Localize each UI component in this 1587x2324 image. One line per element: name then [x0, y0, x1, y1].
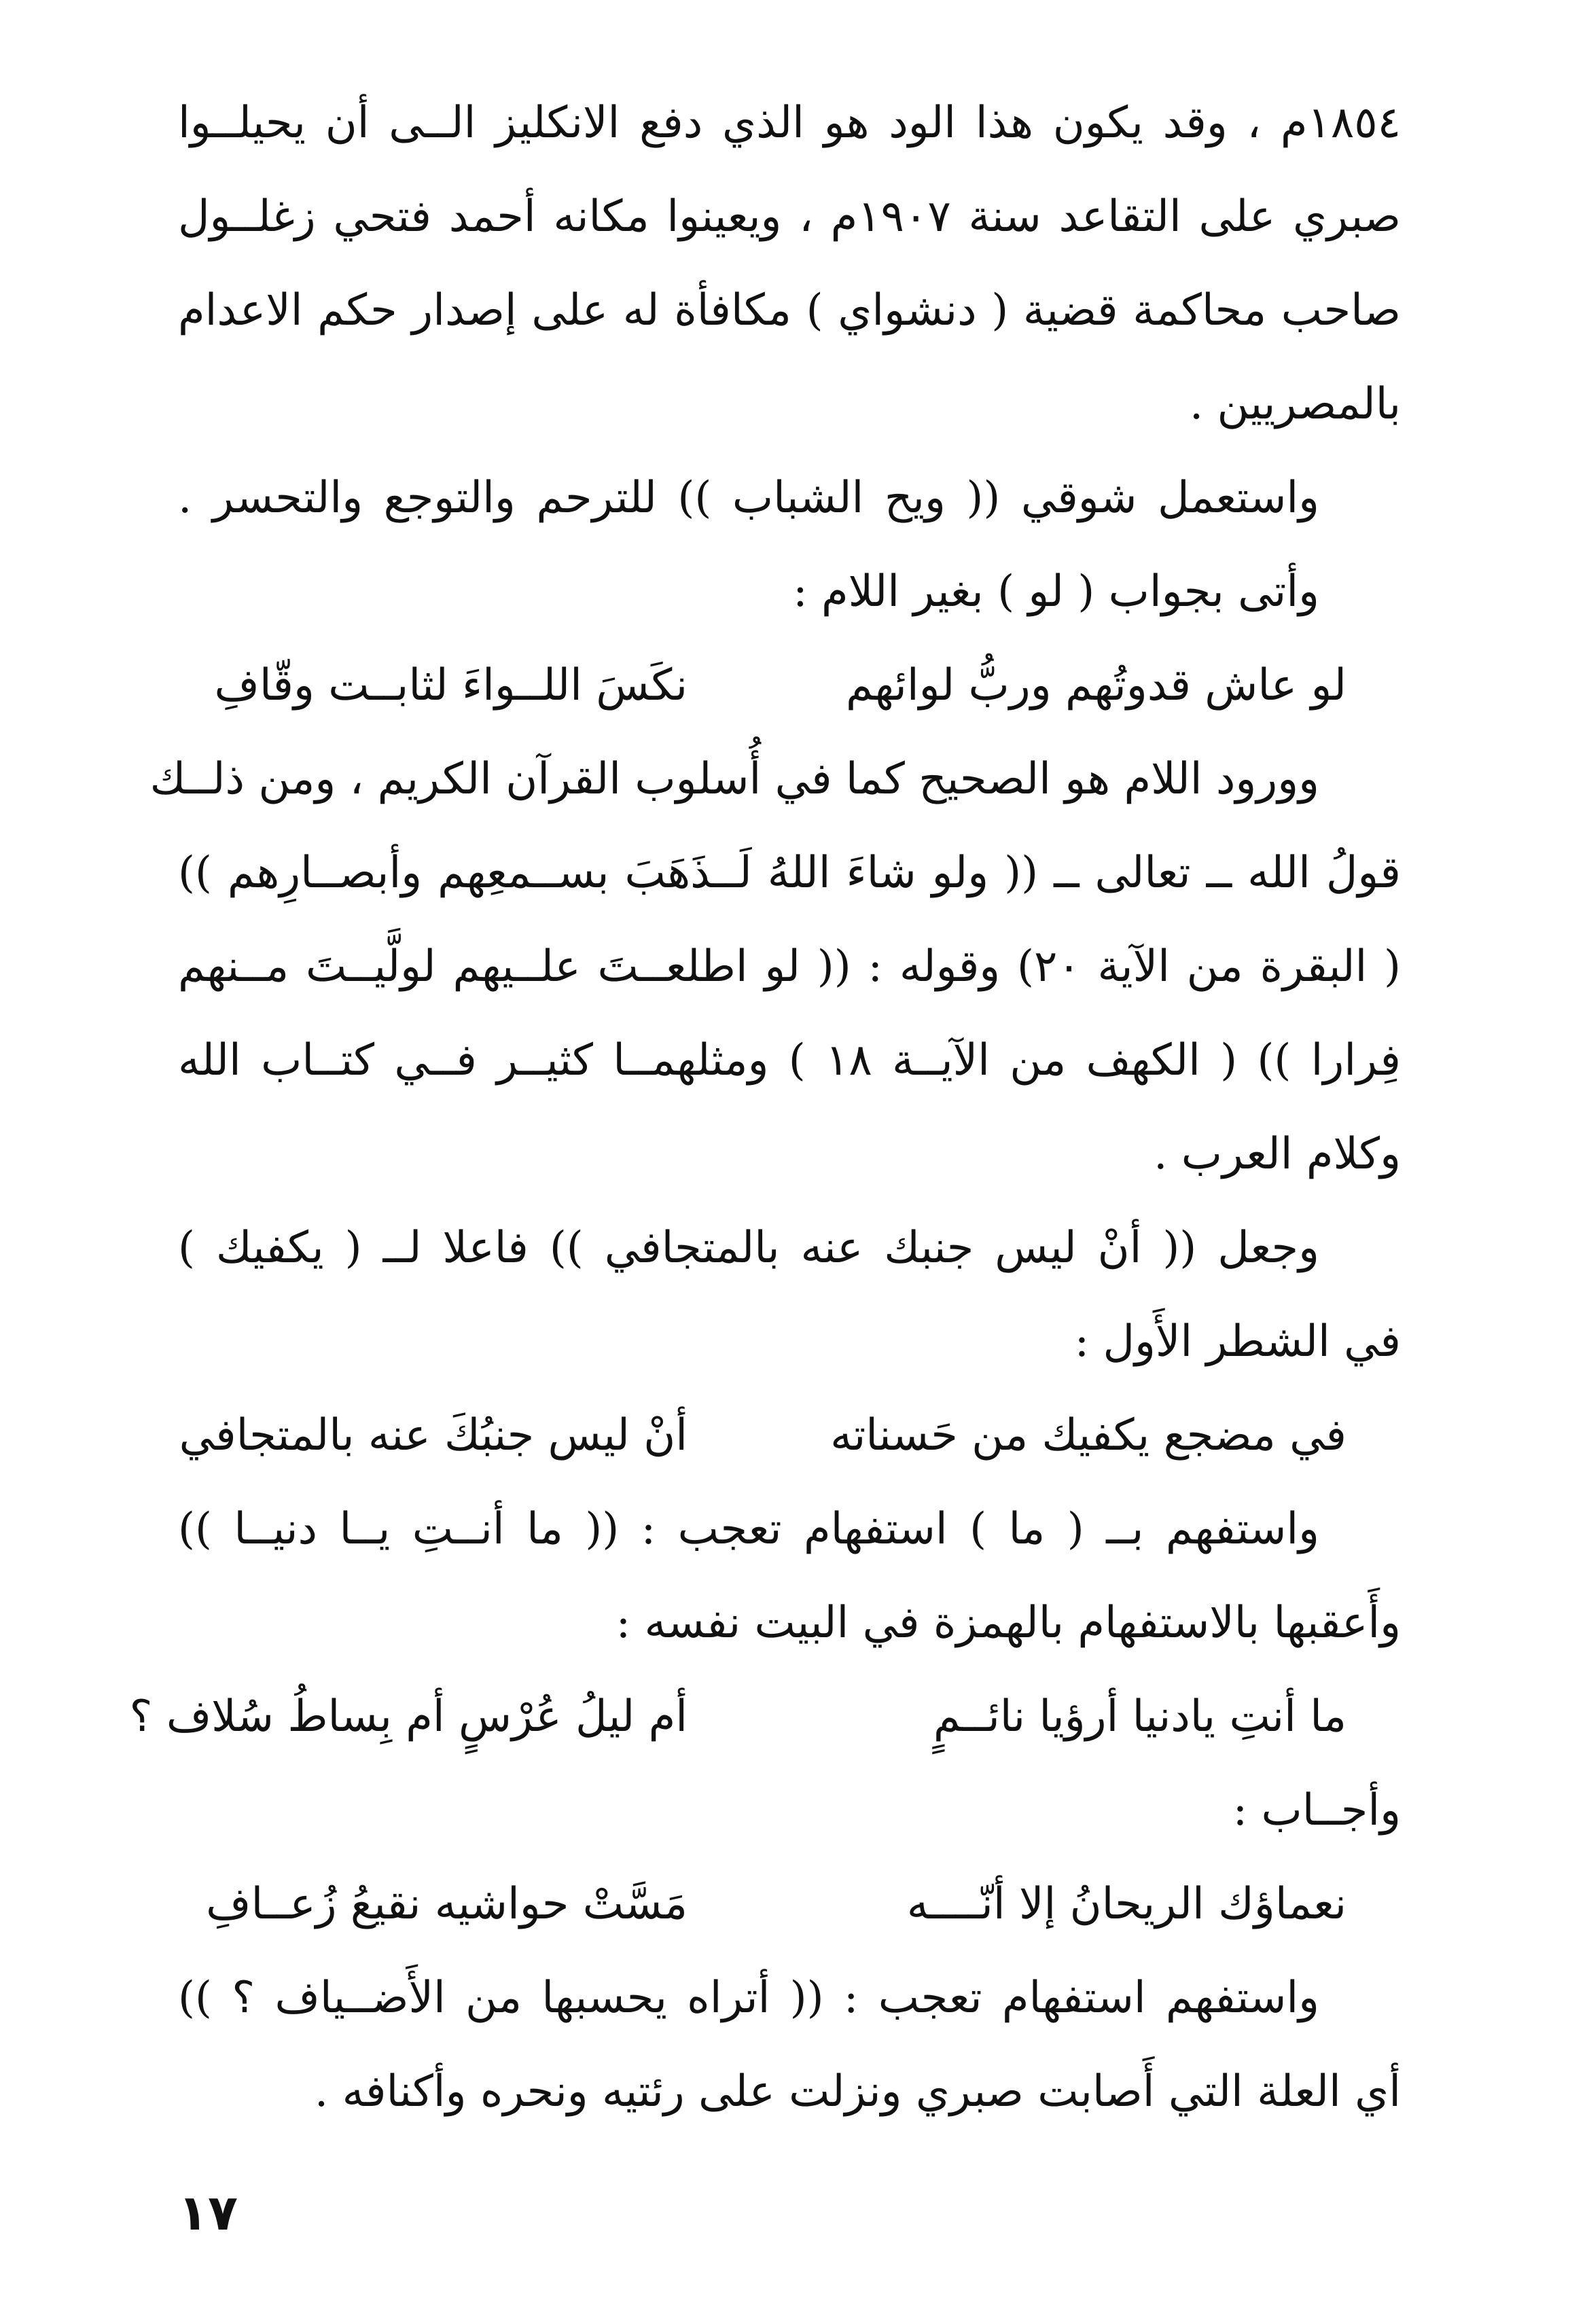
- text-line: وكلام العرب .: [1154, 1129, 1401, 1179]
- verse-second-hemistich: أم ليلُ عُرْسٍ أم بِساطُ سُلاف ؟: [129, 1692, 688, 1742]
- text-line: وأجــاب :: [1232, 1785, 1401, 1836]
- verse-first-hemistich: ما أنتِ يادنيا أرؤيا نائــمٍ: [933, 1692, 1347, 1742]
- verse-second-hemistich: نكَسَ اللــواءَ لثابــت وقّافِ: [214, 660, 688, 711]
- text-line: واستعمل شوقي (( ويح الشباب )) للترحم والتوجع والتحسر .: [178, 473, 1320, 523]
- text-line: ( البقرة من الآية ٢٠) وقوله : (( لو اطلعــتَ علــيهم لولَّيــتَ مــنهم: [178, 942, 1402, 992]
- page-body: [129, 76, 1402, 2139]
- text-line: أي العلة التي أَصابت صبري ونزلت على رئتيه ونحره وأكنافه .: [314, 2067, 1401, 2117]
- poetry-verse: [178, 1389, 1401, 1482]
- verse-second-hemistich: أنْ ليس جنبُكَ عنه بالمتجافي: [179, 1410, 688, 1461]
- text-line: قولُ الله ــ تعالى ــ (( ولو شاءَ اللهُ لَــذَهَبَ بســمعِهم وأبصــارِهم )): [178, 848, 1401, 898]
- text-line: ١٨٥٤م ، وقد يكون هذا الود هو الذي دفع الانكليز الــى أن يحيلــوا: [178, 98, 1402, 148]
- poetry-verse: [178, 1857, 1401, 1951]
- text-line: وأَعقبها بالاستفهام بالهمزة في البيت نفسه :: [616, 1598, 1401, 1648]
- text-line: فِرارا )) ( الكهف من الآيــة ١٨ ) ومثلهمــا كثيــر فــي كتــاب الله: [178, 1035, 1401, 1086]
- poetry-verse: [129, 1670, 1401, 1764]
- text-line: وجعل (( أنْ ليس جنبك عنه بالمتجافي )) فاعلا لــ ( يكفيك ): [178, 1223, 1320, 1273]
- text-line: وأتى بجواب ( لو ) بغير اللام :: [793, 567, 1319, 617]
- page-number: ١٧: [178, 2184, 238, 2241]
- text-line: واستفهم استفهام تعجب : (( أتراه يحسبها من الأَضــياف ؟ )): [178, 1973, 1319, 2023]
- poetry-verse: [178, 639, 1401, 732]
- verse-first-hemistich: نعماؤك الريحانُ إلا أنّــــه: [906, 1879, 1347, 1929]
- verse-first-hemistich: لو عاش قدوتُهم وربُّ لوائهم: [845, 660, 1347, 711]
- text-line: واستفهم بــ ( ما ) استفهام تعجب : (( ما أنــتِ يــا دنيــا )): [178, 1504, 1319, 1554]
- text-line: صاحب محاكمة قضية ( دنشواي ) مكافأة له على إصدار حكم الاعدام: [178, 285, 1401, 336]
- text-line: وورود اللام هو الصحيح كما في أُسلوب القرآن الكريم ، ومن ذلــك: [149, 754, 1319, 804]
- text-line: صبري على التقاعد سنة ١٩٠٧م ، ويعينوا مكانه أحمد فتحي زغلــول: [178, 192, 1401, 242]
- text-line: بالمصريين .: [1189, 379, 1401, 429]
- text-line: في الشطر الأَول :: [1074, 1317, 1401, 1367]
- verse-second-hemistich: مَسَّتْ حواشيه نقيعُ زُعــافِ: [206, 1879, 688, 1929]
- verse-first-hemistich: في مضجع يكفيك من حَسناته: [830, 1410, 1347, 1461]
